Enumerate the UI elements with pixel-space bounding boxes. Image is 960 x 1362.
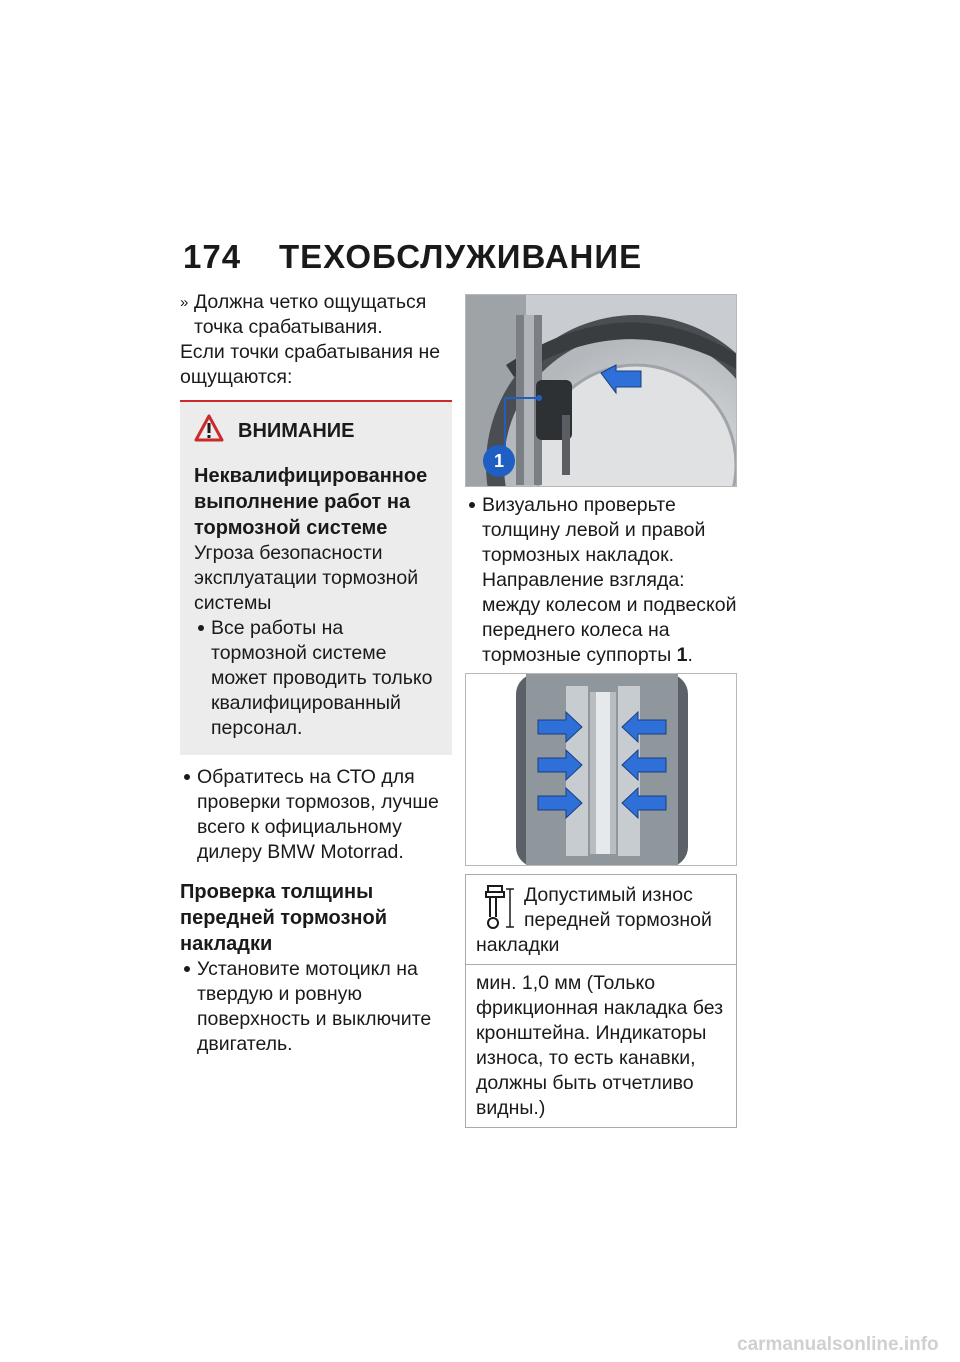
right-column [465, 294, 737, 1128]
section-title: ТЕХОБСЛУЖИВАНИЕ [279, 238, 643, 275]
left-column [180, 290, 452, 1057]
callout-1: 1 [493, 451, 504, 471]
step-visual-check: Визуально проверьте толщину левой и правой тормозных накладок. Направление взгляда: между колесом и подвеской переднего колеса на тормозные суппорты 1. [465, 493, 737, 668]
page-number: 174 [183, 238, 242, 275]
brake-pad-photo [465, 673, 737, 866]
step-visual-check-text: Визуально проверьте толщину левой и правой тормозных накладок. Направление взгляда: между колесом и подвеской переднего колеса на тормозные суппорты [482, 494, 737, 666]
condition-text: Если точки срабатывания не ощущаются: [180, 341, 441, 388]
spec-table [465, 874, 737, 1128]
result-item [180, 290, 452, 340]
bullet-dot [198, 625, 204, 631]
warning-bullet-text: Все работы на тормозной системе может проводить только квалифицированный персонал. [211, 617, 433, 739]
warning-risk: Угроза безопасности эксплуатации тормозной системы [194, 542, 419, 614]
footer-watermark: carmanualsonline.info [737, 1334, 939, 1355]
section-heading: Проверка толщины передней тормозной накладки [180, 881, 388, 955]
result-text: Должна четко ощущаться точка срабатывания. [194, 291, 427, 338]
wheel-photo [465, 294, 737, 487]
step-visual-check-ref: 1 [676, 644, 688, 666]
spec-title-row [466, 875, 736, 965]
warning-box [180, 402, 452, 755]
wrench-measure-icon [476, 883, 524, 933]
step-contact-service [180, 765, 452, 865]
warning-label: ВНИМАНИЕ [238, 420, 355, 442]
warning-bullet [194, 616, 438, 741]
warning-triangle-icon [194, 414, 224, 449]
step-prepare-text: Установите мотоцикл на твердую и ровную поверхность и выключите двигатель. [197, 958, 432, 1055]
step-prepare [180, 957, 452, 1057]
bullet-dot [469, 502, 475, 508]
warning-title: Неквалифицированное выполнение работ на тормозной системе [194, 465, 428, 539]
spec-value-row [466, 965, 736, 1127]
step-contact-service-text: Обратитесь на СТО для проверки тормозов, лучше всего к официальному дилеру BMW Motorrad. [197, 766, 439, 863]
spec-value: мин. 1,0 мм (Только фрикционная накладка без кронштейна. Индикаторы износа, то есть канавки, должны быть отчетливо видны.) [476, 972, 724, 1119]
bullet-dot [184, 774, 190, 780]
brake-pad-illustration [466, 674, 737, 866]
bullet-dot [184, 966, 190, 972]
page-header [183, 238, 642, 276]
result-marker: » [180, 294, 189, 311]
spec-title: Допустимый износ передней тормозной накладки [476, 884, 712, 956]
warning-header [194, 414, 438, 449]
